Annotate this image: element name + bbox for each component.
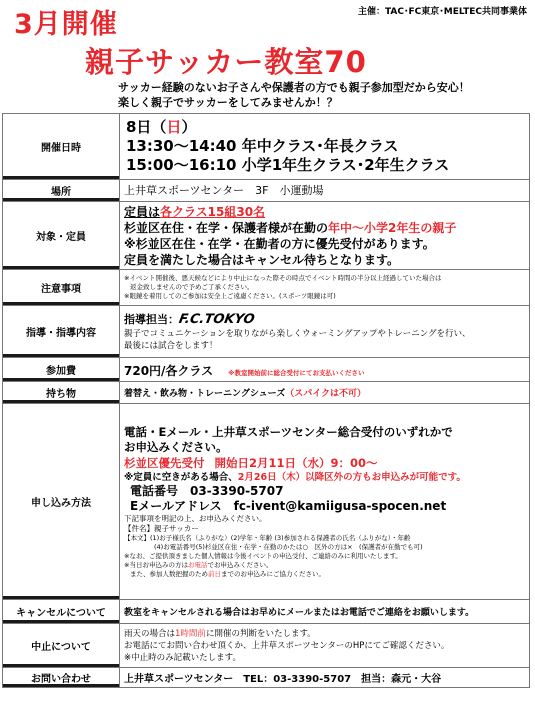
priority-start: 開始日2月11日（水）9：00～ — [214, 456, 378, 470]
label-eligibility — [3, 202, 120, 270]
privacy-3-b: 前日 — [208, 570, 221, 578]
label-contact — [3, 668, 120, 688]
row-notes — [3, 270, 530, 306]
row-fee — [3, 358, 530, 382]
place-value: 上井草スポーツセンター 3F 小運動場 — [120, 180, 530, 202]
apply-line-2: お申込みください。 — [124, 440, 228, 454]
contact-value: 上井草スポーツセンター TEL：03-3390-5707 担当：森元・大谷 — [120, 668, 530, 688]
row-place — [3, 180, 530, 202]
apply-body-2: (4)お電話番号(5)杉並区在住・在学・在勤のかたは○ 区外の方は× (保護者が在勤でも可) — [154, 543, 423, 551]
label-cancel-text: キャンセルについて — [16, 608, 106, 619]
stop-line-3: ※中止時のみ記載いたします。 — [124, 652, 241, 663]
fee-value: 720円/各クラス — [124, 364, 214, 378]
privacy-2-a: ※当日お申込みの方は — [124, 561, 188, 569]
note-line-2: 返金致しませんので予めご了承ください。 — [130, 283, 254, 291]
vacancy-date: 2月26日（木）以降区外の方もお申込みが可能です。 — [237, 472, 466, 483]
date-content — [120, 114, 530, 180]
session-1: 13:30～14:40 年中クラス･年長クラス — [126, 137, 399, 155]
coach-desc-1: 親子でコミュニケーションを取りながら楽しくウォーミングアップやトレーニングを行い、 — [124, 329, 471, 339]
row-apply — [3, 404, 530, 600]
row-coach — [3, 306, 530, 358]
label-notes — [3, 270, 120, 306]
cancel-value: 教室をキャンセルされる場合はお早めにメールまたはお電話でご連絡をお願いします。 — [120, 600, 530, 624]
eligibility-content — [120, 202, 530, 270]
privacy-3-c: までのお申込みにご協力ください。 — [221, 570, 325, 578]
apply-phone: 電話番号 03-3390-5707 — [130, 484, 284, 498]
label-stop — [3, 624, 120, 668]
target-prefix: 杉並区在住・在学・保護者様が在勤の — [124, 220, 329, 235]
coach-desc-2: 最後には試合をします！ — [124, 341, 218, 351]
coach-prefix: 指導担当： — [124, 313, 179, 326]
row-contact — [3, 668, 530, 688]
intro-line-1: サッカー経験のないお子さんや保護者の方でも親子参加型だから安心！ — [118, 81, 470, 94]
stop-1-b: 1時間前 — [175, 628, 206, 639]
day-weekday: 日 — [166, 118, 182, 136]
notes-content — [120, 270, 530, 306]
event-month: 3月開催 — [14, 9, 118, 40]
privacy-2-b: お電話 — [187, 561, 208, 569]
stop-1-c: に開催の判断をいたします。 — [205, 628, 316, 639]
capacity-label: 定員は — [124, 204, 161, 219]
session-2: 15:00～16:10 小学1年生クラス･2年生クラス — [126, 156, 450, 174]
items-note: （スパイクは不可） — [285, 389, 367, 399]
items-content — [120, 382, 530, 404]
apply-line-1: 電話・Eメール・上井草スポーツセンター総合受付のいずれかで — [124, 425, 453, 439]
apply-content — [120, 404, 530, 600]
apply-email: Eメールアドレス fc-ivent@kamiigusa-spocen.net — [130, 499, 447, 513]
label-date — [3, 114, 120, 180]
label-eligibility-text: 対象・定員 — [36, 232, 86, 243]
label-place — [3, 180, 120, 202]
label-notes-text: 注意事項 — [41, 284, 81, 295]
priority-label: 杉並区優先受付 — [124, 456, 205, 470]
stop-1-a: 雨天の場合は — [124, 628, 176, 639]
row-date — [3, 114, 530, 180]
apply-body-1: 【本文】(1)お子様氏名（ふりがな）(2)学年・年齢 (3)参加される保護者の氏名（ふりがな）・年齢 — [124, 534, 411, 542]
label-cancel — [3, 600, 120, 624]
privacy-3-a: また、参加人数把握のため — [130, 570, 208, 578]
label-stop-text: 中止について — [31, 642, 91, 653]
stop-content — [120, 624, 530, 668]
vacancy-prefix: ※定員に空きがある場合、 — [124, 472, 238, 483]
label-items — [3, 382, 120, 404]
waitlist-note: 定員を満たした場合はキャンセル待ちとなります。 — [124, 252, 400, 267]
page-title: 親子サッカー教室70 — [85, 45, 367, 79]
day-suffix: ） — [181, 118, 197, 136]
intro-text — [118, 80, 470, 110]
stop-line-2: お電話にてお問い合わせ頂くか、上井草スポーツセンターのHPにてご確認ください。 — [124, 640, 450, 651]
label-date-text: 開催日時 — [41, 143, 81, 154]
row-stop — [3, 624, 530, 668]
info-table — [2, 113, 530, 688]
row-items — [3, 382, 530, 404]
target-ages: 年中～小学2年生の親子 — [328, 220, 457, 235]
row-cancel — [3, 600, 530, 624]
note-line-3: ※眼鏡を着用してのご参加は安全上ご遠慮ください。(スポーツ眼鏡は可) — [124, 292, 336, 300]
apply-subject: 【件名】親子サッカー — [124, 524, 199, 533]
label-fee — [3, 358, 120, 382]
fee-note: ※教室開始前に総合受付にてお支払いください — [228, 369, 365, 377]
apply-instructions: 下記事項を明記の上、お申込みください。 — [124, 514, 267, 523]
label-items-text: 持ち物 — [46, 389, 76, 400]
label-apply-text: 申し込み方法 — [31, 498, 91, 509]
note-line-1: ※イベント開催後、悪天候などにより中止になった際その時点でイベント時間の半分以上経過していた場合は — [124, 274, 442, 282]
label-coach-text: 指導・指導内容 — [26, 328, 96, 339]
label-contact-text: お問い合わせ — [31, 674, 91, 685]
capacity-value: 各クラス15組30名 — [160, 204, 266, 219]
label-coach — [3, 306, 120, 358]
coach-content — [120, 306, 530, 358]
label-place-text: 場所 — [51, 187, 71, 198]
organizer-text: 主催：TAC･FC東京･MELTEC共同事業体 — [357, 7, 527, 17]
label-fee-text: 参加費 — [46, 366, 76, 377]
items-value: 着替え・飲み物・トレーニングシューズ — [124, 389, 286, 399]
row-eligibility — [3, 202, 530, 270]
priority-note: ※杉並区在住・在学・在勤者の方に優先受付があります。 — [124, 236, 435, 251]
fc-tokyo-logo: F.C.TOKYO — [177, 312, 256, 327]
fee-content — [120, 358, 530, 382]
day-prefix: 8日（ — [126, 118, 167, 136]
apply-privacy-1: ※なお、ご提供頂きました個人情報は今後イベントの申込受付、ご連絡のみに利用いたします。 — [124, 552, 402, 560]
label-apply — [3, 404, 120, 600]
privacy-2-c: でお申込みください。 — [207, 561, 273, 569]
intro-line-2: 楽しく親子でサッカーをしてみませんか！？ — [118, 96, 338, 109]
